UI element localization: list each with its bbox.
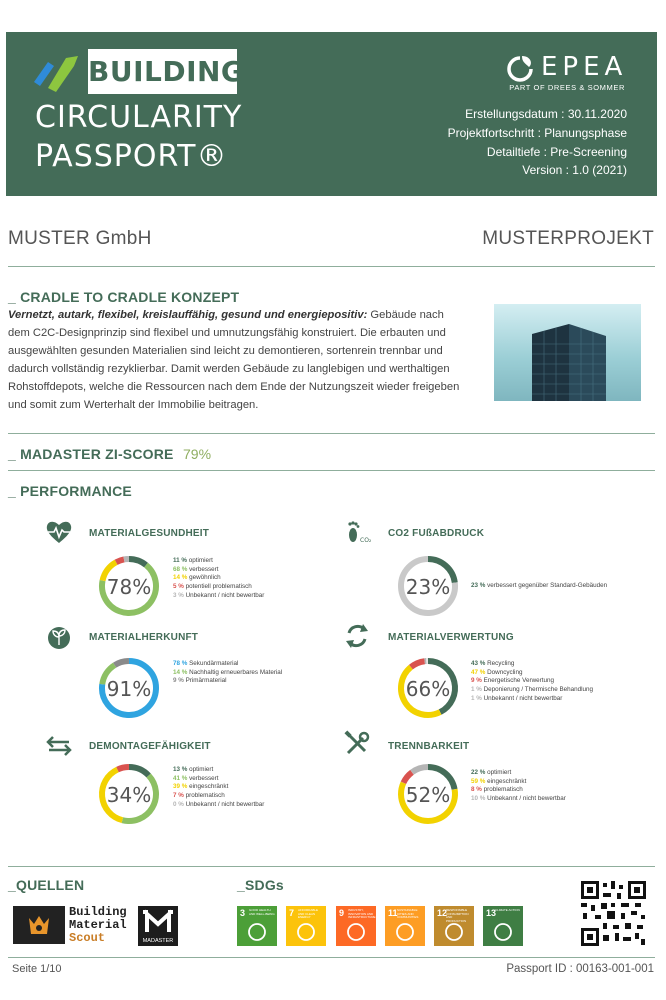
- donut-label: 23%: [405, 575, 451, 599]
- legend-row: [173, 801, 264, 810]
- legend-row: [471, 795, 566, 804]
- sources-title: _QUELLEN: [8, 877, 85, 893]
- bms-logo-box: [13, 906, 65, 944]
- legend-percent: 5 %: [173, 583, 186, 591]
- building-logo-icon: [34, 52, 78, 92]
- sdg-tile-13: [483, 906, 523, 946]
- legend-row: [173, 775, 264, 784]
- title-line-1: CIRCULARITY: [35, 100, 243, 135]
- legend-percent: 14 %: [173, 668, 190, 676]
- sdgs-title: _SDGs: [237, 877, 284, 893]
- legend-text: verbessert: [189, 774, 219, 782]
- performance-title: _ PERFORMANCE: [8, 483, 132, 499]
- sdg-label: RESPONSIBLE CONSUMPTION AND PRODUCTION: [446, 908, 469, 923]
- sdg-label: CLIMATE ACTION: [495, 908, 520, 912]
- legend-percent: 78 %: [173, 660, 190, 667]
- performance-title-text: TRENNBARKEIT: [388, 741, 470, 752]
- legend-text: eingeschränkt: [189, 783, 229, 791]
- legend-percent: 41 %: [173, 774, 190, 782]
- legend-row: [173, 783, 264, 792]
- legend-percent: 22 %: [471, 769, 488, 776]
- donut-segment: [403, 772, 412, 783]
- legend-row: [471, 660, 593, 669]
- plant-cycle-icon: [45, 623, 73, 651]
- legend-row: [173, 592, 264, 601]
- bms-logo-text: [69, 906, 127, 945]
- epea-logo: [505, 52, 628, 98]
- sdg-number: 7: [289, 908, 295, 918]
- legend-row: [471, 669, 593, 678]
- divider: [8, 433, 655, 434]
- donut-legend: [173, 660, 282, 686]
- legend-row: [471, 686, 593, 695]
- donut-legend: [471, 660, 593, 704]
- legend-percent: 10 %: [471, 795, 488, 803]
- sdg-number: 13: [486, 908, 497, 918]
- heart-pulse-icon: [45, 518, 73, 546]
- donut-segment: [116, 559, 124, 562]
- performance-title-text: CO2 FUßABDRUCK: [388, 528, 485, 539]
- c2c-lead: Vernetzt, autark, flexibel, kreislauffähig, gesund und energiepositiv:: [8, 309, 368, 321]
- legend-text: Unbekannt / nicht bewertbar: [483, 694, 563, 702]
- page-number: Seite 1/10: [12, 963, 62, 975]
- performance-title-text: MATERIALHERKUNFT: [89, 632, 199, 643]
- donut-label: 91%: [106, 677, 152, 701]
- madaster-title: _ MADASTER ZI-SCORE: [8, 446, 174, 462]
- bms-logo-icon: [13, 906, 65, 944]
- legend-text: potentiell problematisch: [185, 583, 252, 591]
- legend-text: Downcycling: [487, 668, 523, 676]
- performance-title-text: MATERIALVERWERTUNG: [388, 632, 514, 643]
- svg-text:CO₂: CO₂: [360, 537, 371, 544]
- legend-percent: 8 %: [471, 786, 484, 794]
- c2c-paragraph: [8, 306, 468, 415]
- building-photo: [494, 304, 641, 401]
- sdg-label: AFFORDABLE AND CLEAN ENERGY: [298, 908, 319, 920]
- legend-text: optimiert: [189, 766, 214, 773]
- madaster-logo: [138, 906, 178, 946]
- legend-row: [471, 769, 566, 778]
- sdg-label: GOOD HEALTH AND WELL-BEING: [249, 908, 275, 916]
- legend-percent: 13 %: [173, 766, 190, 773]
- footprint-co2-icon: [343, 518, 371, 546]
- c2c-title: _ CRADLE TO CRADLE KONZEPT: [8, 289, 240, 305]
- legend-percent: 9 %: [471, 677, 484, 685]
- epea-leaf-icon: [505, 54, 535, 84]
- meta-detail-level: Detailtiefe : Pre-Screening: [486, 145, 627, 159]
- legend-row: [173, 677, 282, 686]
- c2c-body: Gebäude nach dem C2C-Designprinzip sind flexibel und umnutzungsfähig konstruiert. Die erbauten und ausgewählten gesunden Materialien sind leicht zu demontieren, sortenrein trennbar und dadurch vollständig rezyklierbar. Damit werden Gebäude zu langlebigen und werthaltigen Rohstoffdepots, welche die Ressourcen nach dem Ende der Nutzungszeit wieder freigeben und somit zum Werterhalt der Immobilie beitragen.: [8, 309, 460, 412]
- legend-row: [173, 792, 264, 801]
- donut-segment: [115, 661, 129, 665]
- divider: [8, 957, 655, 958]
- title-line-2: PASSPORT®: [35, 139, 228, 174]
- legend-text: Primärmaterial: [185, 677, 227, 685]
- legend-text: Sekundärmaterial: [189, 660, 239, 667]
- legend-percent: 0 %: [173, 800, 186, 808]
- legend-row: [173, 566, 264, 575]
- donut-legend: [173, 766, 264, 810]
- company-name: MUSTER GmbH: [8, 228, 152, 249]
- legend-percent: 59 %: [471, 777, 488, 785]
- divider: [8, 266, 655, 267]
- sdg-tile-3: [237, 906, 277, 946]
- building-logo-text: BUILDING: [88, 55, 245, 88]
- sdg-label: INDUSTRY, INNOVATION AND INFRASTRUCTURE: [348, 908, 376, 920]
- donut-segment: [411, 661, 425, 667]
- legend-row: [471, 677, 593, 686]
- legend-text: Nachhaltig erneuerbares Material: [189, 668, 283, 676]
- meta-project-progress: Projektfortschritt : Planungsphase: [447, 126, 627, 140]
- legend-text: Energetische Verwertung: [483, 677, 554, 685]
- legend-percent: 9 %: [173, 677, 186, 685]
- legend-row: [173, 557, 264, 566]
- legend-text: Unbekannt / nicht bewertbar: [185, 591, 265, 599]
- donut-label: 52%: [405, 783, 451, 807]
- donut-segment: [412, 767, 428, 772]
- epea-wordmark: EPEA: [541, 52, 628, 82]
- skyscraper-image: [494, 304, 641, 401]
- legend-text: eingeschränkt: [487, 777, 527, 785]
- legend-percent: 7 %: [173, 792, 186, 800]
- recycle-icon: [343, 622, 371, 650]
- legend-text: verbessert gegenüber Standard-Gebäuden: [487, 582, 608, 589]
- qr-code[interactable]: [581, 881, 646, 946]
- legend-percent: 23 %: [471, 582, 488, 589]
- donut-legend: [173, 557, 264, 601]
- sdg-number: 11: [388, 908, 398, 918]
- epea-subline: PART OF DREES & SOMMER: [509, 83, 625, 92]
- legend-row: [173, 669, 282, 678]
- madaster-score: 79%: [183, 446, 212, 462]
- madaster-m-icon: [138, 906, 178, 936]
- legend-text: optimiert: [487, 769, 512, 776]
- legend-text: Deponierung / Thermische Behandlung: [483, 686, 594, 694]
- donut-label: 78%: [106, 575, 152, 599]
- donut-label: 34%: [106, 783, 152, 807]
- divider: [8, 866, 655, 867]
- legend-percent: 1 %: [471, 686, 484, 694]
- donut-segment: [118, 767, 129, 770]
- building-logo-box: [88, 49, 245, 94]
- legend-text: problematisch: [185, 792, 225, 800]
- tools-icon: [343, 730, 371, 758]
- legend-text: Unbekannt / nicht bewertbar: [487, 795, 566, 803]
- legend-text: optimiert: [188, 557, 213, 564]
- sdg-number: 3: [240, 908, 246, 918]
- donut-segment: [129, 559, 146, 565]
- divider: [8, 470, 655, 471]
- sdg-number: 9: [339, 908, 345, 918]
- legend-percent: 1 %: [471, 694, 484, 702]
- bms-line-1: Building: [69, 905, 127, 919]
- legend-percent: 39 %: [173, 783, 190, 791]
- legend-text: Recycling: [487, 660, 515, 667]
- legend-row: [471, 695, 593, 704]
- sdg-tile-11: [385, 906, 425, 946]
- donut-label: 66%: [405, 677, 451, 701]
- legend-text: problematisch: [483, 786, 523, 794]
- meta-version: Version : 1.0 (2021): [522, 163, 627, 177]
- legend-percent: 3 %: [173, 591, 186, 599]
- sdg-tile-7: [286, 906, 326, 946]
- legend-text: gewöhnlich: [189, 574, 221, 582]
- legend-percent: 68 %: [173, 565, 190, 573]
- passport-id: Passport ID : 00163-001-001: [506, 963, 654, 975]
- legend-row: [471, 582, 607, 591]
- donut-segment: [129, 767, 149, 775]
- arrows-exchange-icon: [45, 732, 73, 760]
- sdg-tile-9: [336, 906, 376, 946]
- sdg-label: SUSTAINABLE CITIES AND COMMUNITIES: [397, 908, 419, 920]
- legend-row: [471, 786, 566, 795]
- madaster-logo-text: MADASTER: [142, 938, 174, 944]
- legend-percent: 47 %: [471, 668, 488, 676]
- sdg-number: 12: [437, 908, 448, 918]
- legend-row: [173, 574, 264, 583]
- legend-row: [173, 583, 264, 592]
- legend-text: verbessert: [189, 565, 219, 573]
- legend-percent: 14 %: [173, 574, 190, 582]
- meta-creation-date: Erstellungsdatum : 30.11.2020: [465, 107, 627, 121]
- performance-title-text: DEMONTAGEFÄHIGKEIT: [89, 741, 211, 752]
- bms-line-2: Material: [69, 918, 127, 932]
- bms-line-3: Scout: [69, 931, 106, 945]
- legend-row: [173, 660, 282, 669]
- project-name: MUSTERPROJEKT: [482, 228, 654, 249]
- legend-text: Unbekannt / nicht bewertbar: [185, 800, 265, 808]
- donut-legend: [471, 769, 566, 804]
- passport-header: [6, 32, 657, 196]
- donut-legend: [471, 582, 607, 591]
- sdg-tile-12: [434, 906, 474, 946]
- building-material-scout-logo: [13, 906, 135, 946]
- legend-row: [173, 766, 264, 775]
- legend-row: [471, 778, 566, 787]
- performance-title-text: MATERIALGESUNDHEIT: [89, 528, 210, 539]
- legend-percent: 43 %: [471, 660, 488, 667]
- legend-percent: 11 %: [173, 557, 189, 564]
